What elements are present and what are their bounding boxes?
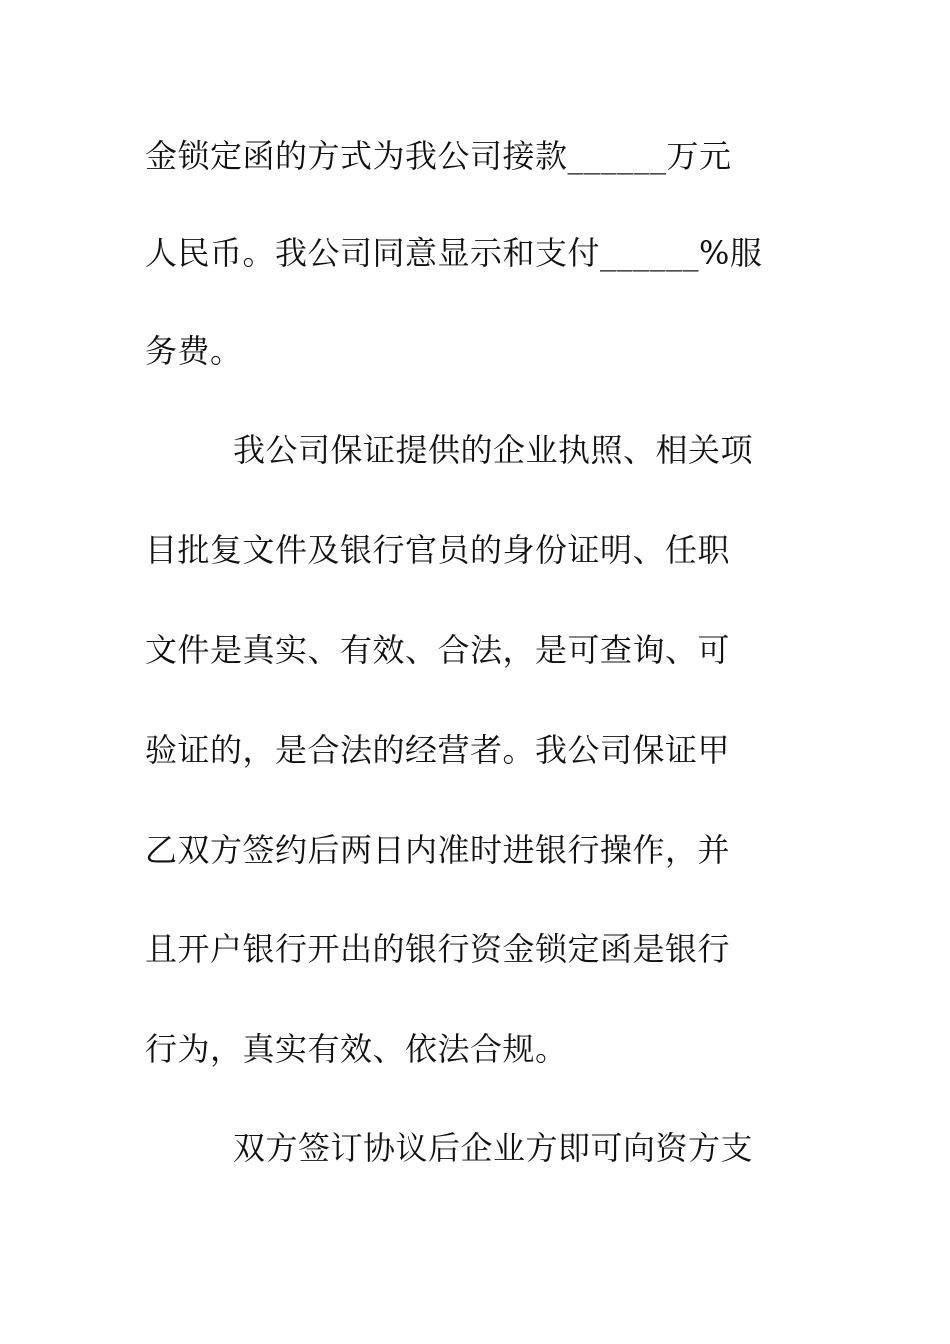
- text-line: 务费。: [145, 332, 243, 370]
- paragraph-start-line: 双方签订协议后企业方即可向资方支: [233, 1129, 754, 1167]
- text-line: 且开户银行开出的银行资金锁定函是银行: [145, 930, 731, 968]
- text-line: 验证的，是合法的经营者。我公司保证甲: [145, 731, 731, 769]
- text-line: 目批复文件及银行官员的身份证明、任职: [145, 531, 731, 569]
- text-line: 金锁定函的方式为我公司接款______万元: [145, 137, 732, 175]
- paragraph-start-line: 我公司保证提供的企业执照、相关项: [233, 431, 754, 469]
- text-line: 文件是真实、有效、合法，是可查询、可: [145, 631, 731, 669]
- text-line: 人民币。我公司同意显示和支付______%服: [145, 234, 763, 272]
- text-line: 乙双方签约后两日内准时进银行操作，并: [145, 831, 731, 869]
- text-line: 行为，真实有效、依法合规。: [145, 1030, 568, 1068]
